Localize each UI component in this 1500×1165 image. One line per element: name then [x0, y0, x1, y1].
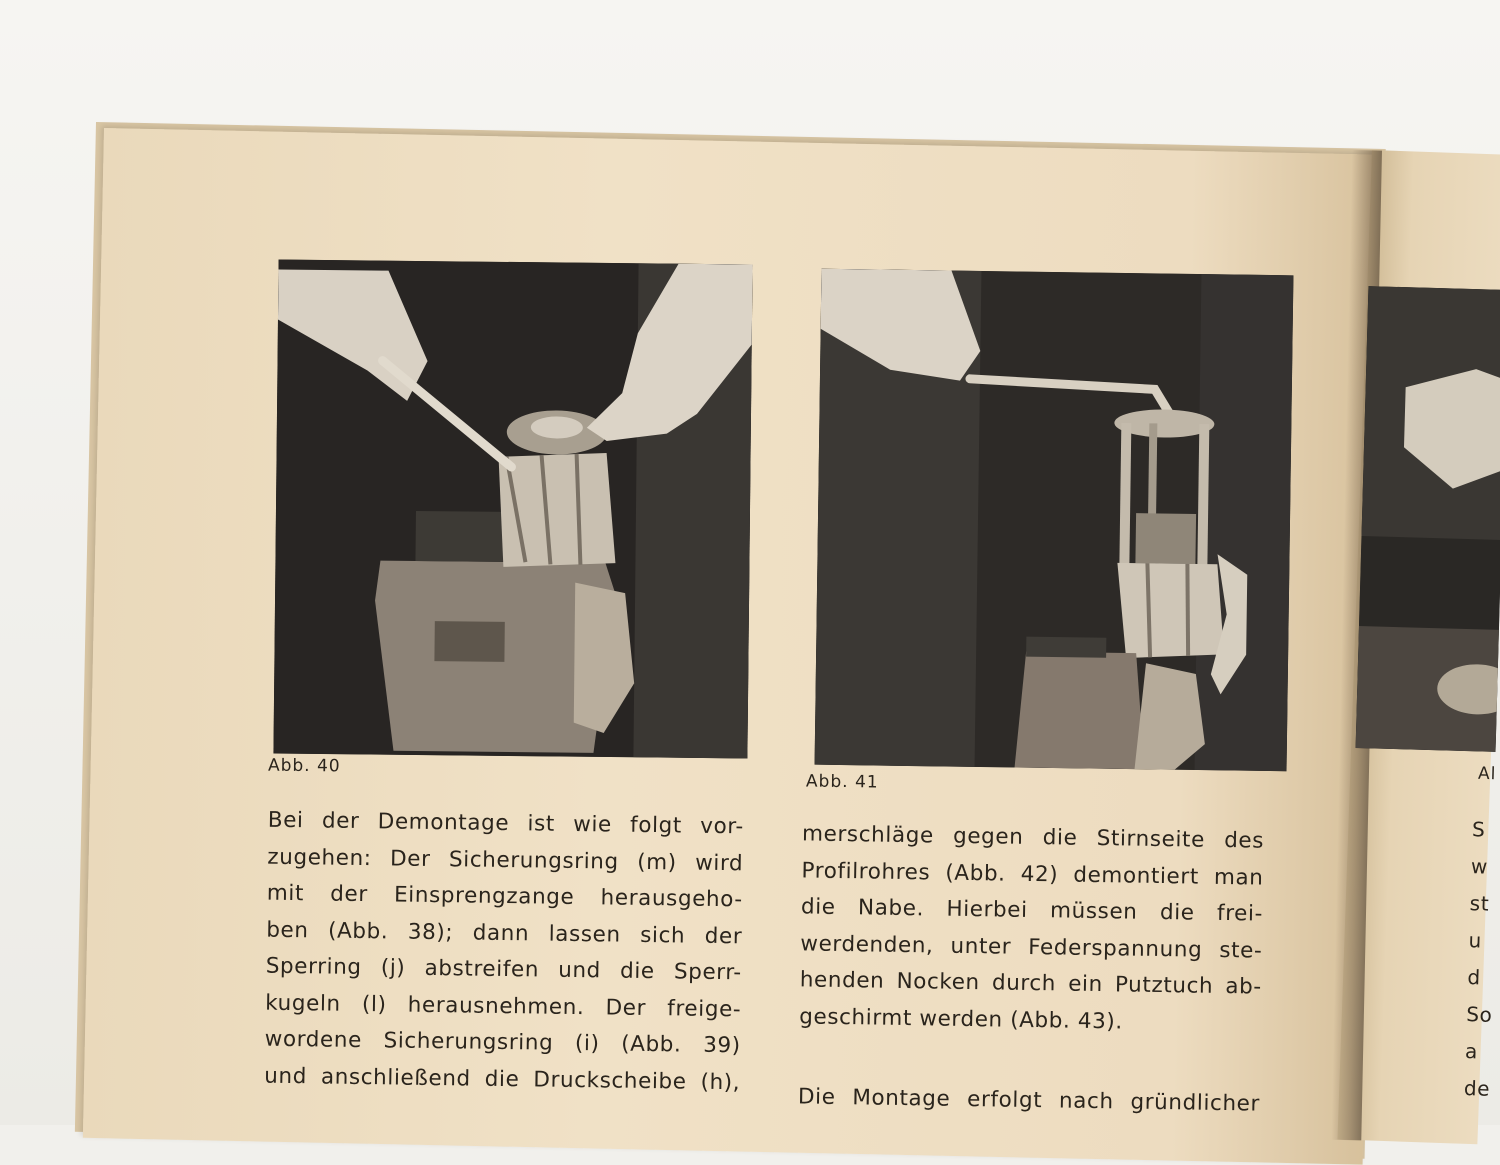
text-line: henden Nocken durch ein Putztuch ab-: [799, 967, 1262, 1000]
text-line: st: [1469, 891, 1490, 916]
text-line: Sperring (j) abstreifen und die Sperr-: [265, 953, 742, 986]
text-line: wordene Sicherungsring (i) (Abb. 39): [264, 1026, 741, 1059]
text-line: So: [1465, 1002, 1493, 1027]
text-line: Die Montage erfolgt nach gründlicher: [797, 1084, 1261, 1117]
text-line: d: [1467, 965, 1482, 990]
text-line: geschirmt werden (Abb. 43).: [799, 1003, 1124, 1034]
text-line: a: [1464, 1039, 1479, 1064]
text-line: und anschließend die Druckscheibe (h),: [264, 1063, 741, 1095]
text-line: Bei der Demontage ist wie folgt vor-: [267, 807, 744, 840]
paragraph: [799, 816, 1264, 1042]
text-line: zugehen: Der Sicherungsring (m) wird: [267, 844, 744, 876]
photo-abb-41: [815, 269, 1294, 772]
text-line: merschläge gegen die Stirnseite des: [801, 821, 1265, 854]
text-line: ben (Abb. 38); dann lassen sich der: [266, 917, 743, 949]
caption-abb-41: Abb. 41: [805, 771, 879, 793]
text-line: de: [1463, 1076, 1491, 1101]
text-line: kugeln (l) herausnehmen. Der freige-: [265, 990, 742, 1022]
text-column-left: [264, 803, 744, 1102]
caption-abb-42-partial: Al: [1477, 763, 1497, 785]
text-line: S: [1471, 817, 1486, 842]
paragraph: [798, 1079, 1261, 1123]
text-line: w: [1470, 854, 1489, 879]
text-line: Profilrohres (Abb. 42) demontiert man: [801, 857, 1264, 891]
text-line: die Nabe. Hierbei müssen die frei-: [800, 894, 1264, 927]
photo-abb-42-partial: [1356, 286, 1500, 752]
text-column-middle: [798, 816, 1265, 1123]
text-line: u: [1468, 928, 1483, 953]
caption-abb-40: Abb. 40: [267, 755, 341, 777]
text-line: mit der Einsprengzange herausgeho-: [266, 880, 743, 913]
photo-abb-40: [273, 260, 752, 759]
text-line: werdenden, unter Federspannung ste-: [800, 930, 1263, 964]
